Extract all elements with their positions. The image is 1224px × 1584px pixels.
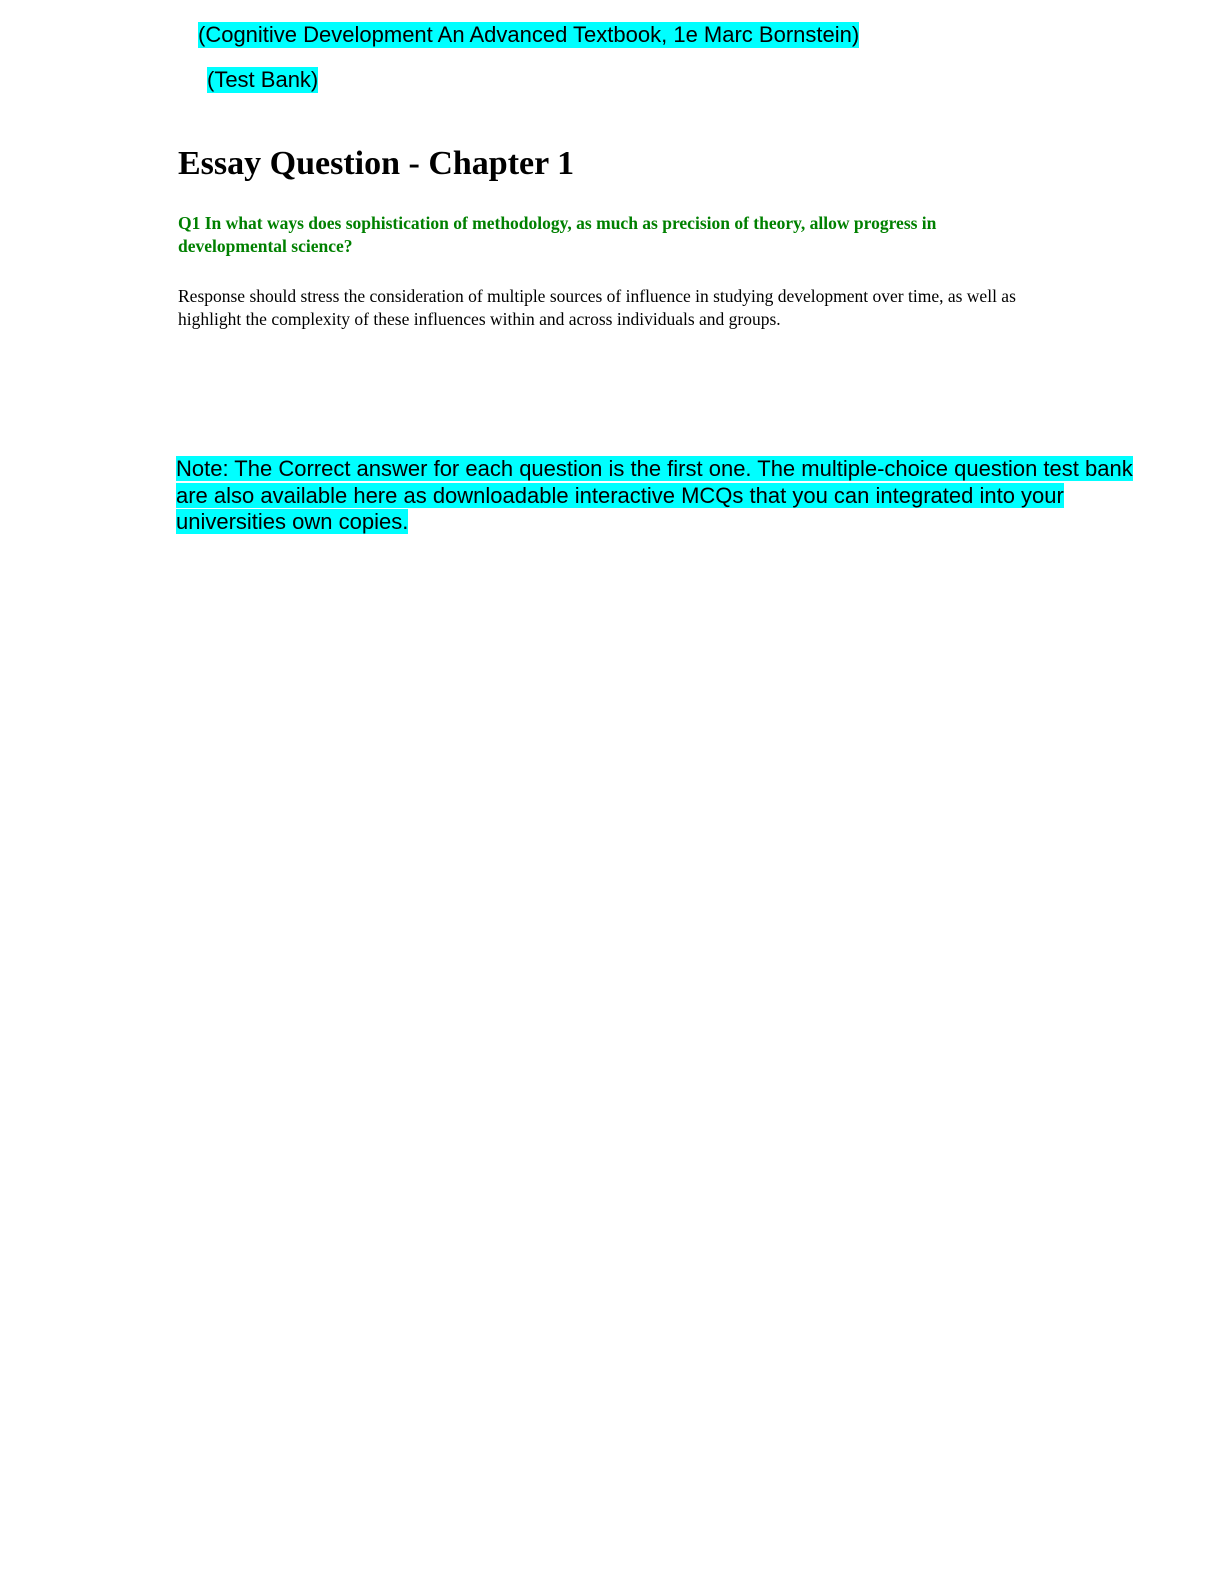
chapter-heading: Essay Question - Chapter 1 [178, 145, 575, 182]
essay-question: Q1 In what ways does sophistication of methodology, as much as precision of theory, allow progress in developmental science? [178, 213, 937, 256]
essay-response: Response should stress the consideration of multiple sources of influence in studying development over time, as well as highlight the complexity of these influences within and across individuals and groups. [178, 286, 1016, 329]
book-title-banner: (Cognitive Development An Advanced Textbook, 1e Marc Bornstein) [198, 22, 860, 47]
test-bank-label: (Test Bank) [207, 67, 319, 92]
answer-note [176, 456, 1166, 536]
answer-note-text: Note: The Correct answer for each question is the first one. The multiple-choice question test bank are also available here as downloadable interactive MCQs that you can integrated into your universities own copies. [176, 456, 1133, 534]
